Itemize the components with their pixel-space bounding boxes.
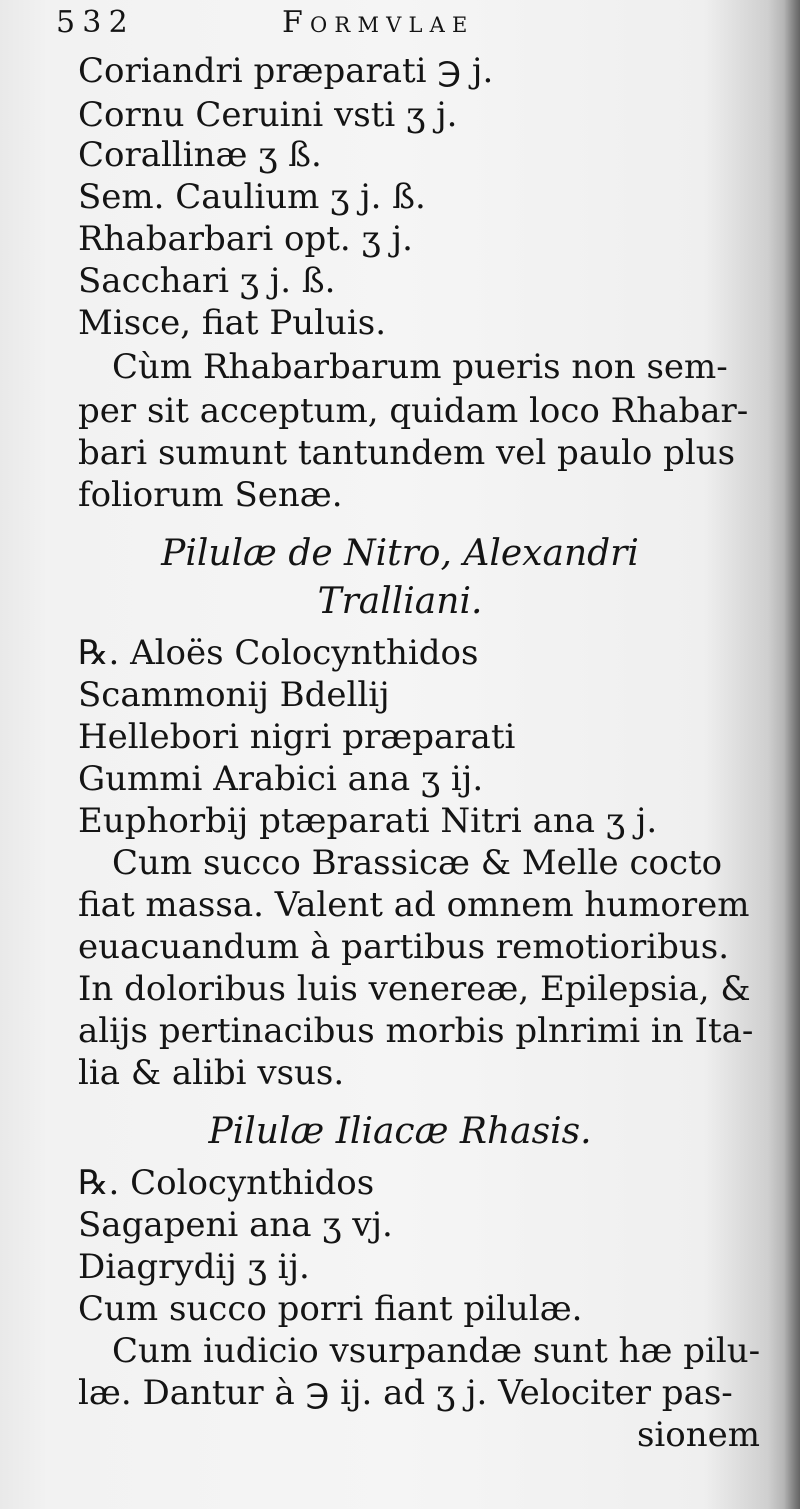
text-line: foliorum Senæ. [78,475,343,515]
text-line: Cum iudicio vsurpandæ sunt hæ pilu- [112,1331,761,1371]
text-line: lia & alibi vsus. [78,1053,345,1093]
text-line: per sit acceptum, quidam loco Rhabar- [78,391,749,431]
text-line: Cùm Rhabarbarum pueris non sem- [112,347,728,387]
text-line: Coriandri præparati ℈ j. [78,51,494,91]
text-line: Hellebori nigri præparati [78,717,516,757]
text-line: Rhabarbari opt. ʒ j. [78,219,413,259]
section-title: Tralliani. [317,581,483,622]
catchword: sionem [636,1415,760,1455]
text-line: Sacchari ʒ j. ß. [78,261,336,301]
text-line: Sem. Caulium ʒ j. ß. [78,177,426,217]
text-line: ℞. Aloës Colocynthidos [78,633,479,673]
text-line: Sagapeni ana ʒ vj. [78,1205,393,1245]
text-line: Euphorbij ptæparati Nitri ana ʒ j. [78,801,658,841]
section-title: Pilulæ Iliacæ Rhasis. [208,1111,592,1152]
text-line: fiat massa. Valent ad omnem humorem [78,885,750,925]
text-line: bari sumunt tantundem vel paulo plus [78,433,736,473]
text-line: Cum succo porri fiant pilulæ. [78,1289,583,1329]
section-title: Pilulæ de Nitro, Alexandri [161,533,639,574]
text-line: Gummi Arabici ana ʒ ij. [78,759,484,799]
text-line: læ. Dantur à ℈ ij. ad ʒ j. Velociter pas- [78,1373,733,1413]
page-edge-shadow [784,0,800,1509]
text-line: alijs pertinacibus morbis plnrimi in Ita- [78,1011,754,1051]
text-line: Cornu Ceruini vsti ʒ j. [78,95,458,135]
text-line: Diagrydij ʒ ij. [78,1247,310,1287]
text-line: ℞. Colocynthidos [78,1163,375,1203]
text-line: Corallinæ ʒ ß. [78,135,322,175]
text-line: euacuandum à partibus remotioribus. [78,927,730,967]
text-line: Misce, fiat Puluis. [78,303,387,343]
text-line: Scammonij Bdellij [78,675,390,715]
page-number: 532 [56,5,135,40]
text-line: Cum succo Brassicæ & Melle cocto [112,843,723,883]
running-title: Formvlae [282,5,475,40]
text-line: In doloribus luis venereæ, Epilepsia, & [78,969,751,1009]
